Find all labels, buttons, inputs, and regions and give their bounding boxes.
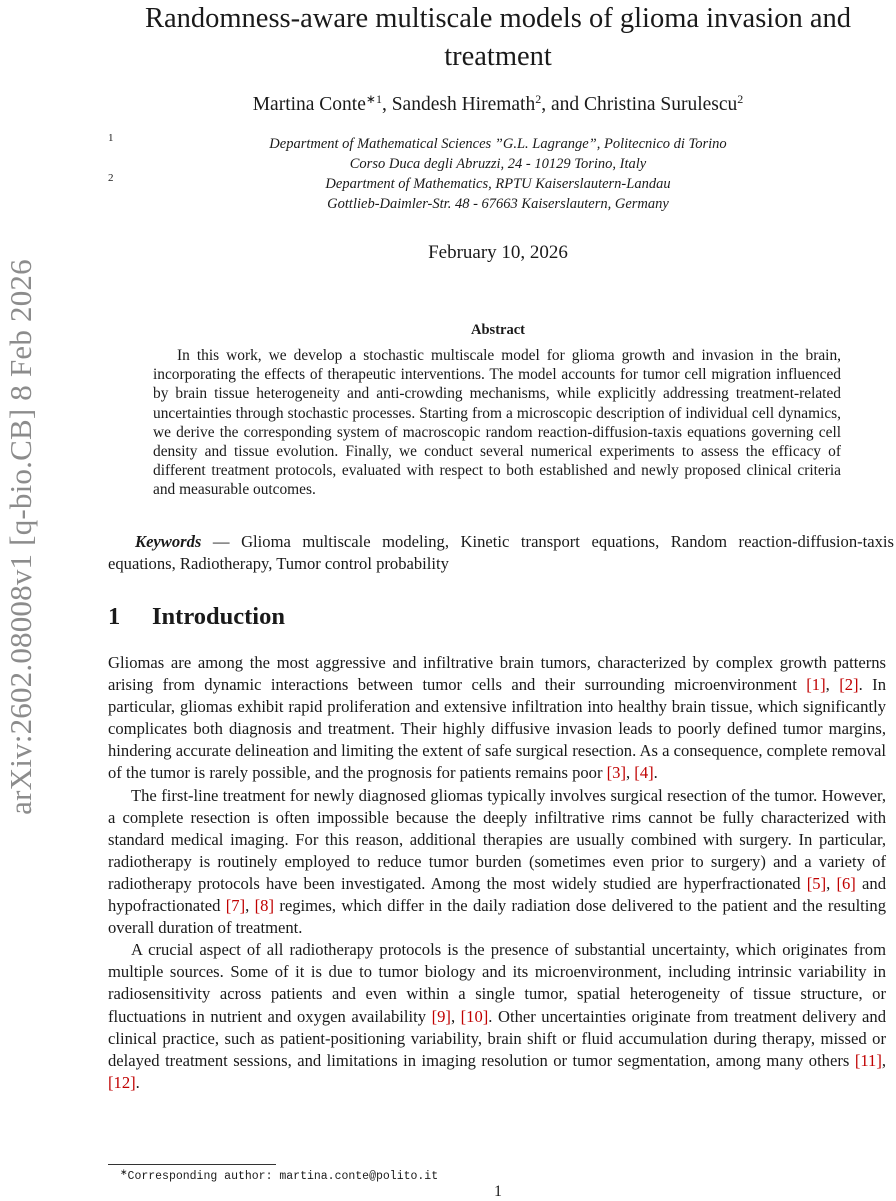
- author-name: Christina Surulescu: [584, 94, 738, 115]
- affiliation-1: [130, 134, 866, 174]
- affiliation-2: [130, 174, 866, 214]
- section-number: 1: [108, 603, 121, 630]
- citation-link[interactable]: [10]: [460, 1006, 489, 1026]
- section-title: Introduction: [152, 603, 285, 630]
- citation-link[interactable]: [2]: [839, 675, 859, 695]
- citation-link[interactable]: [1]: [806, 675, 826, 695]
- citation-link[interactable]: [7]: [225, 896, 246, 916]
- abstract-heading: Abstract: [471, 322, 525, 338]
- introduction-body: [108, 652, 886, 1094]
- author-name: Sandesh Hiremath: [391, 94, 536, 115]
- affiliation-number: 1: [108, 132, 114, 144]
- affiliation-line: Department of Mathematics, RPTU Kaiserslautern-Landau: [325, 176, 671, 192]
- citation-link[interactable]: [3]: [606, 763, 626, 783]
- citation-link[interactable]: [8]: [254, 896, 274, 916]
- author-affiliation-mark: ∗1: [365, 92, 382, 106]
- section-heading-introduction: [108, 603, 808, 631]
- keywords: Keywords — Glioma multiscale modeling, Kinetic transport equations, Random reaction-diffusion-taxis equations, Radiotherapy, Tumor control probability: [108, 532, 894, 573]
- affiliation-line: Corso Duca degli Abruzzi, 24 - 10129 Torino, Italy: [349, 156, 647, 172]
- footnote-divider: [108, 1164, 276, 1165]
- affiliation-line: Department of Mathematical Sciences ”G.L. Lagrange”, Politecnico di Torino: [269, 136, 727, 152]
- affiliation-line: Gottlieb-Daimler-Str. 48 - 67663 Kaiserslautern, Germany: [327, 196, 669, 212]
- footnote: [120, 1167, 438, 1183]
- paper-date: February 10, 2026: [428, 242, 568, 263]
- citation-link[interactable]: [9]: [431, 1006, 451, 1026]
- abstract-text: In this work, we develop a stochastic multiscale model for glioma growth and invasion in the brain, incorporating the effects of therapeutic interventions. The model accounts for tumor cell migration influenced by brain tissue heterogeneity and anti-crowding mechanisms, while explicitly addressing treatment-related uncertainties through stochastic processes. Starting from a microscopic description of individual cell dynamics, we derive the corresponding system of macroscopic random reaction-diffusion-taxis equations governing cell density and tissue evolution. Finally, we conduct several numerical experiments to assess the efficacy of different treatment protocols, evaluated with respect to both established and newly proposed clinical criteria and measurable outcomes.: [153, 347, 841, 499]
- paragraph: Gliomas are among the most aggressive and infiltrative brain tumors, characterized by complex growth patterns arising from dynamic interactions between tumor cells and their surrounding microenvironment [1], [2]. In particular, gliomas exhibit rapid proliferation and extensive infiltration into healthy brain tissue, which significantly complicates both diagnosis and treatment. Their highly diffusive invasion leads to poorly defined tumor margins, hindering accurate delineation and limiting the extent of safe surgical resection. As a consequence, complete removal of the tumor is rarely possible, and the prognosis for patients remains poor [3], [4].: [108, 653, 887, 783]
- keywords-label: Keywords: [135, 532, 202, 551]
- paper-title: Randomness-aware multiscale models of glioma invasion and treatment: [144, 3, 851, 72]
- page-number: 1: [494, 1183, 502, 1200]
- citation-link[interactable]: [6]: [836, 873, 856, 893]
- author-affiliation-mark: 2: [737, 92, 744, 106]
- citation-link[interactable]: [4]: [634, 763, 654, 783]
- paragraph: The first-line treatment for newly diagnosed gliomas typically involves surgical resection of the tumor. However, a complete resection is often impossible because the deeply infiltrative rims cannot be fully characterized with standard medical imaging. For this reason, additional therapies are usually combined with surgery. In particular, radiotherapy is routinely employed to reduce tumor burden (sometimes even prior to surgery) and a variety of radiotherapy protocols have been investigated. Among the most widely studied are hyperfractionated [5], [6] and hypofractionated [7], [8] regimes, which differ in the daily radiation dose delivered to the patient and the resulting overall duration of treatment.: [108, 785, 887, 938]
- paragraph: A crucial aspect of all radiotherapy protocols is the presence of substantial uncertainty, which originates from multiple sources. Some of it is due to tumor biology and its microenvironment, including intrinsic variability in radiosensitivity across patients and even within a single tumor, spatial heterogeneity of tissue structure, or fluctuations in nutrient and oxygen availability [9], [10]. Other uncertainties originate from treatment delivery and clinical practice, such as patient-positioning variability, brain shift or fluid accumulation during therapy, missed or delayed treatment sessions, and limitations in imaging resolution or tumor segmentation, among many others [11], [12].: [108, 940, 887, 1092]
- citation-link[interactable]: [5]: [806, 873, 827, 893]
- arxiv-stamp-text: arXiv:2602.08008v1 [q-bio.CB] 8 Feb 2026: [3, 259, 39, 815]
- arxiv-stamp: [1, 212, 41, 862]
- footnote-mark: ∗: [120, 1167, 128, 1177]
- author-list: Martina Conte$^{∗1}$, Sandesh Hiremath$^2$, and Christina Surulescu$^2$: [252, 92, 744, 115]
- author-affiliation-mark: 2: [535, 92, 542, 106]
- author-name: Martina Conte: [252, 94, 366, 115]
- keywords-list: Glioma multiscale modeling, Kinetic transport equations, Random reaction-diffusion-taxis equations, Radiotherapy, Tumor control probability: [108, 532, 894, 573]
- affiliation-number: 2: [108, 172, 114, 184]
- citation-link[interactable]: [12]: [108, 1072, 136, 1092]
- footnote-text: Corresponding author: martina.conte@polito.it: [127, 1170, 439, 1183]
- citation-link[interactable]: [11]: [854, 1050, 882, 1070]
